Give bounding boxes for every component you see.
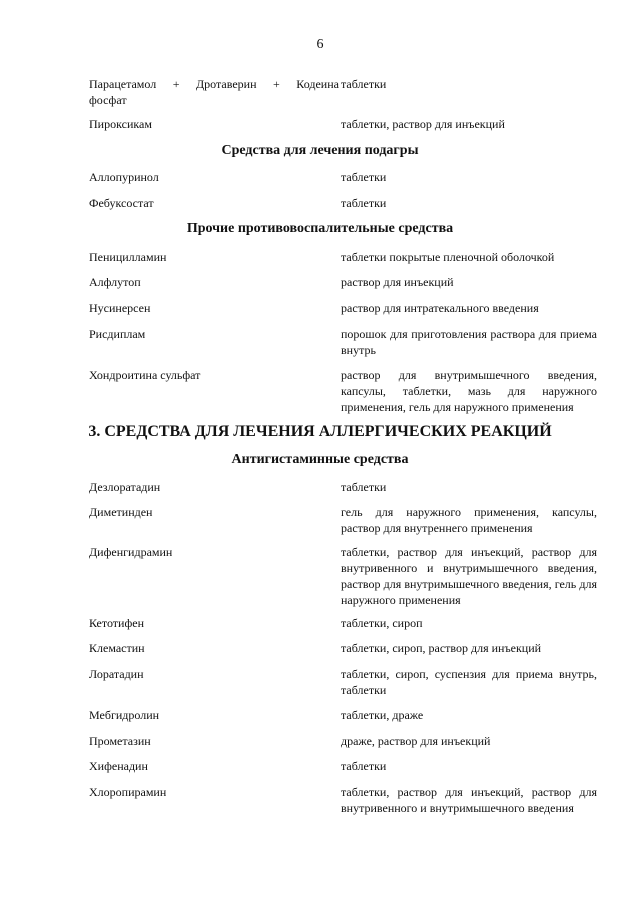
drug-name: Клемастин [89, 641, 145, 655]
combo-plus: + [273, 77, 280, 91]
dosage-form: таблетки, сироп, суспензия для приема внутрь, таблетки [341, 667, 597, 697]
dosage-form: таблетки покрытые пленочной оболочкой [341, 250, 555, 264]
dosage-form: гель для наружного применения, капсулы, раствор для внутреннего применения [341, 505, 597, 535]
drug-name: Нусинерсен [89, 301, 151, 315]
section-heading-antihistamine: Антигистаминные средства [231, 452, 409, 467]
dosage-form: таблетки [341, 759, 387, 773]
dosage-form: таблетки, сироп [341, 616, 423, 630]
dosage-form: таблетки, сироп, раствор для инъекций [341, 641, 542, 655]
combo-drug-name-tail: фосфат [89, 93, 127, 107]
combo-dosage-form: таблетки [341, 77, 387, 91]
page-number: 6 [316, 37, 324, 52]
dosage-form: раствор для инъекций [341, 275, 454, 289]
dosage-form: раствор для интратекального введения [341, 301, 539, 315]
dosage-form: таблетки, раствор для инъекций, раствор для внутривенного и внутримышечного введения [341, 785, 597, 815]
drug-name: Мебгидролин [89, 708, 160, 722]
dosage-form: раствор для внутримышечного введения, капсулы, таблетки, мазь для наружного применения, гель для наружного применения [341, 368, 597, 414]
drug-name: Хондроитина сульфат [89, 368, 201, 382]
combo-plus: + [172, 77, 180, 91]
dosage-form: таблетки, раствор для инъекций, раствор для внутривенного и внутримышечного введения, раствор для внутримышечного введения, гель для наружного применения [341, 545, 597, 607]
combo-part: Дротаверин [196, 77, 257, 91]
drug-name: Алфлутоп [89, 275, 141, 289]
combo-part: Парацетамол [89, 77, 157, 91]
drug-name: Прометазин [89, 734, 151, 748]
dosage-form: драже, раствор для инъекций [341, 734, 491, 748]
dosage-form: таблетки [341, 170, 387, 184]
chapter-heading: 3. СРЕДСТВА ДЛЯ ЛЕЧЕНИЯ АЛЛЕРГИЧЕСКИХ РЕАКЦИЙ [88, 423, 552, 440]
drug-name: Хифенадин [89, 759, 148, 773]
combo-drug-name [89, 76, 339, 92]
dosage-form: таблетки [341, 480, 387, 494]
drug-name: Пеницилламин [89, 250, 167, 264]
section-heading-other: Прочие противовоспалительные средства [186, 221, 454, 236]
drug-name: Диметинден [89, 505, 153, 519]
drug-name: Лоратадин [89, 667, 144, 681]
combo-part: Кодеина [296, 77, 339, 91]
drug-name: Дезлоратадин [89, 480, 161, 494]
dosage-form: таблетки, драже [341, 708, 424, 722]
drug-name: Рисдиплам [89, 327, 146, 341]
drug-name: Дифенгидрамин [89, 545, 173, 559]
drug-name: Кетотифен [89, 616, 144, 630]
drug-name: Хлоропирамин [89, 785, 167, 799]
drug-name: Пироксикам [89, 117, 152, 131]
drug-name: Фебуксостат [89, 196, 154, 210]
section-heading-gout: Средства для лечения подагры [221, 143, 419, 158]
drug-name: Аллопуринол [89, 170, 159, 184]
dosage-form: таблетки, раствор для инъекций [341, 117, 505, 131]
dosage-form: таблетки [341, 196, 387, 210]
dosage-form: порошок для приготовления раствора для приема внутрь [341, 327, 597, 357]
